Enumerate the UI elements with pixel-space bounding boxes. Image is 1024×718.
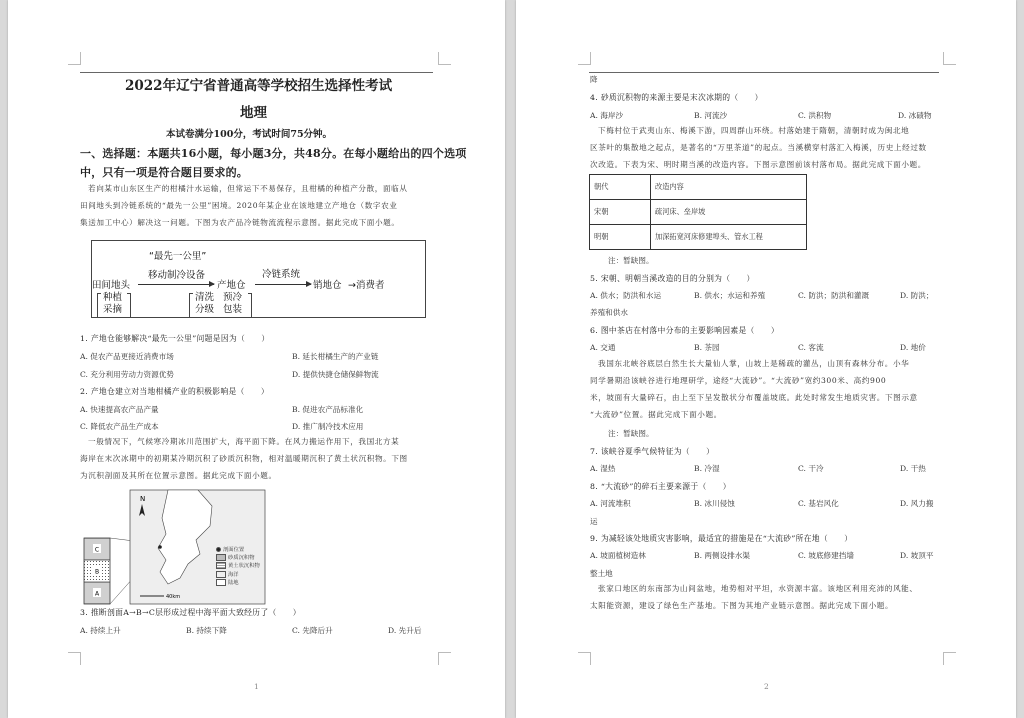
intro-line: 集送加工中心）解决这一问题。下图为农产品冷链物流流程示意图。据此完成下面小题。 <box>80 218 400 227</box>
bracket <box>127 293 131 318</box>
flow-arrow <box>138 284 214 285</box>
crop-mark <box>578 652 591 665</box>
header-rule <box>589 72 939 73</box>
layer-a-label: A <box>94 590 100 598</box>
legend-item: 陆地 <box>216 579 260 587</box>
passage-line: 区茶叶的集散地之起点，是著名的“万里茶道”的起点。当溪横穿村落汇入梅溪，历史上经过数 <box>590 143 927 152</box>
q9-option-a: A. 坡面植树造林 <box>590 551 646 560</box>
renovation-table <box>589 174 807 250</box>
passage-line: 张家口地区的东南部为山间盆地，地势相对平坦，水资源丰富。该地区利用充沛的风能、 <box>598 584 918 593</box>
figure-note: 注：暂缺图。 <box>608 429 654 438</box>
diagram-field: 田间地头 <box>92 280 131 291</box>
intro-line: 田间地头到冷链系统的“最先一公里”困境。2020年某企业在该地建立产地仓（数字农业 <box>80 201 398 210</box>
q5-option-d-continued: 养殖和供水 <box>590 308 628 317</box>
q2-option-b: B. 促进农产品标准化 <box>292 405 364 414</box>
page-number: 1 <box>254 682 259 691</box>
question-8-stem: 8. “大流砂”的碎石主要来源于（ ） <box>590 482 731 491</box>
scale-label: 40km <box>166 594 181 600</box>
legend-land-swatch <box>216 579 226 586</box>
table-row <box>590 225 807 250</box>
carry-over-text: 降 <box>590 75 598 84</box>
section-heading-line2: 中，只有一项是符合题目要求的。 <box>80 166 248 179</box>
q8-option-a: A. 河流堆积 <box>590 499 631 508</box>
question-6-stem: 6. 图中茶店在村落中分布的主要影响因素是（ ） <box>590 326 779 335</box>
passage-line: 太阳能资源，建设了绿色生产基地。下图为其地产业链示意图。据此完成下面小题。 <box>590 601 894 610</box>
exam-title: 2022年辽宁省普通高等学校招生选择性考试 <box>125 78 393 94</box>
crop-mark <box>943 652 956 665</box>
q1-option-c: C. 充分利用劳动力资源优势 <box>80 370 174 379</box>
passage-line: 米，坡面有大量碎石，由上至下呈发散状分布覆盖坡底。此处时常发生地质灾害。下图示意 <box>590 393 918 402</box>
q7-option-a: A. 湿热 <box>590 464 616 473</box>
q8-option-c: C. 基岩风化 <box>798 499 839 508</box>
table-cell-content: 疏河床、垒岸坡 <box>651 200 807 225</box>
profile-location-marker <box>158 545 162 549</box>
passage-line: 我国东北峡谷底层白然生长大量仙人掌，山坡上是稀疏的灌丛，山顶有森林分布。小华 <box>598 359 910 368</box>
legend-sea-swatch <box>216 571 226 578</box>
crop-mark <box>68 52 81 65</box>
score-line: 本试卷满分100分，考试时间75分钟。 <box>166 129 333 140</box>
q7-option-d: D. 干热 <box>900 464 926 473</box>
q8-option-d-continued: 运 <box>590 517 598 526</box>
diagram-top-label: “最先一公里” <box>149 251 207 262</box>
diagram-mobile-cold: 移动制冷设备 <box>148 270 206 281</box>
q5-option-b: B. 供水；水运和养殖 <box>694 291 766 300</box>
crop-mark <box>578 52 591 65</box>
page-number: 2 <box>764 682 769 691</box>
cold-chain-flow-diagram <box>91 240 426 318</box>
diagram-warehouse: 产地仓 <box>217 280 246 291</box>
q4-option-b: B. 河流沙 <box>694 111 728 120</box>
q3-option-d: D. 先升后 <box>388 626 422 635</box>
question-2-stem: 2. 产地仓建立对当地柑橘产业的积极影响是（ ） <box>80 387 269 396</box>
passage-line: 下梅村位于武夷山东、梅溪下游，四周群山环绕。村落始建于隋朝，清朝时成为闽北地 <box>598 126 910 135</box>
table-cell-content: 加深拓宽河床修建埠头、管水工程 <box>651 225 807 250</box>
question-5-stem: 5. 宋朝、明朝当溪改造的目的分别为（ ） <box>590 274 755 283</box>
q6-option-c: C. 客流 <box>798 343 824 352</box>
legend-item: 砂质沉积物 <box>216 554 260 562</box>
diagram-grade: 分级 <box>195 304 215 315</box>
diagram-pack: 包装 <box>223 304 243 315</box>
passage-line: 次改造。下表为宋、明时期当溪的改造内容。下图示意图前该村落布局。据此完成下面小题。 <box>590 160 926 169</box>
document-page-2 <box>516 0 1016 718</box>
q3-option-b: B. 持续下降 <box>186 626 227 635</box>
table-row <box>590 200 807 225</box>
q9-option-c: C. 坡底修建挡墙 <box>798 551 854 560</box>
section-heading-line1: 一、选择题：本题共16小题，每小题3分，共48分。在每小题给出的四个选项 <box>80 147 467 160</box>
figure-note: 注：暂缺图。 <box>608 256 654 265</box>
question-7-stem: 7. 该峡谷夏季气候特征为（ ） <box>590 447 715 456</box>
document-page-1 <box>8 0 505 718</box>
q2-option-a: A. 快速提高农产品产量 <box>80 405 159 414</box>
q8-option-b: B. 冰川侵蚀 <box>694 499 735 508</box>
diagram-precool: 预冷 <box>223 292 243 303</box>
passage-line: 海岸在末次冰期中的初期某冷期沉积了砂质沉积物，相对温暖期沉积了黄土状沉积物。下图 <box>80 454 408 463</box>
subject-title: 地理 <box>240 105 267 121</box>
diagram-wash: 清洗 <box>195 292 215 303</box>
legend-loess-swatch <box>216 562 226 569</box>
q2-option-d: D. 推广制冷技术应用 <box>292 422 364 431</box>
table-cell-era: 明朝 <box>590 225 651 250</box>
table-header-content: 改造内容 <box>651 175 807 200</box>
q5-option-c: C. 防洪；防洪和灌溉 <box>798 291 870 300</box>
q6-option-a: A. 交通 <box>590 343 616 352</box>
q3-option-c: C. 先降后升 <box>292 626 333 635</box>
q4-option-a: A. 海岸沙 <box>590 111 624 120</box>
q4-option-c: C. 洪积物 <box>798 111 832 120</box>
q9-option-b: B. 两侧设排水渠 <box>694 551 750 560</box>
q2-option-c: C. 降低农产品生产成本 <box>80 422 159 431</box>
north-label: N <box>140 495 146 503</box>
passage-line: 同学暑期沿该峡谷进行地理研学，途经“大流砂”。“大流砂”宽约300米、高约900 <box>590 376 887 385</box>
map-legend <box>216 547 260 587</box>
legend-sand-swatch <box>216 554 226 561</box>
header-rule <box>80 72 433 73</box>
table-header-era: 朝代 <box>590 175 651 200</box>
q5-option-a: A. 供水；防洪和水运 <box>590 291 662 300</box>
table-row <box>590 175 807 200</box>
q5-option-d: D. 防洪； <box>900 291 934 300</box>
crop-mark <box>68 652 81 665</box>
question-1-stem: 1. 产地仓能够解决“最先一公里”问题是因为（ ） <box>80 334 270 343</box>
passage-line: 一般情况下，气候寒冷期冰川范围扩大，海平面下降。在风力搬运作用下，我国北方某 <box>88 437 400 446</box>
q8-option-d: D. 风力搬 <box>900 499 934 508</box>
q1-option-b: B. 延长柑橘生产的产业链 <box>292 352 379 361</box>
bracket <box>248 293 252 318</box>
layer-b-label: B <box>94 568 100 576</box>
q1-option-a: A. 促农产品更接近消费市场 <box>80 352 174 361</box>
crop-mark <box>438 52 451 65</box>
q6-option-d: D. 地价 <box>900 343 926 352</box>
legend-marker-swatch <box>216 547 221 552</box>
diagram-harvest: 采摘 <box>103 304 123 315</box>
q3-option-a: A. 持续上升 <box>80 626 121 635</box>
legend-item: 剖面位置 <box>216 547 260 554</box>
q4-option-d: D. 冰碛物 <box>898 111 932 120</box>
intro-line: 若向某市山东区生产的柑橘汁水运输，但常运下不易保存，且柑橘的种植产分散，面临从 <box>88 184 408 193</box>
q9-option-d-continued: 整土地 <box>590 569 613 578</box>
q9-option-d: D. 坡顶平 <box>900 551 934 560</box>
crop-mark <box>943 52 956 65</box>
flow-arrow <box>255 284 311 285</box>
q7-option-b: B. 冷湿 <box>694 464 720 473</box>
diagram-cold-chain: 冷链系统 <box>262 269 301 280</box>
q7-option-c: C. 干冷 <box>798 464 824 473</box>
diagram-plant: 种植 <box>103 292 123 303</box>
crop-mark <box>438 652 451 665</box>
legend-item: 黄土状沉积物 <box>216 562 260 570</box>
diagram-sales-warehouse: 销地仓 <box>313 280 342 291</box>
question-4-stem: 4. 砂质沉积物的来源主要是末次冰期的（ ） <box>590 93 763 102</box>
diagram-consumer: →消费者 <box>348 280 385 291</box>
passage-line: 为沉积剖面及其所在位置示意图。据此完成下面小题。 <box>80 471 277 480</box>
q6-option-b: B. 茶园 <box>694 343 720 352</box>
table-cell-era: 宋朝 <box>590 200 651 225</box>
question-3-stem: 3. 推断剖面A→B→C层形成过程中海平面大致经历了（ ） <box>80 608 301 617</box>
question-9-stem: 9. 为减轻该处地质灾害影响，最适宜的措施是在“大流砂”所在地（ ） <box>590 534 853 543</box>
legend-item: 海洋 <box>216 571 260 579</box>
layer-c-label: C <box>94 546 100 554</box>
bracket <box>97 293 101 318</box>
passage-line: “大流砂”位置。据此完成下面小题。 <box>590 410 722 419</box>
q1-option-d: D. 提供快捷仓储保鲜物流 <box>292 370 379 379</box>
bracket <box>189 293 193 318</box>
